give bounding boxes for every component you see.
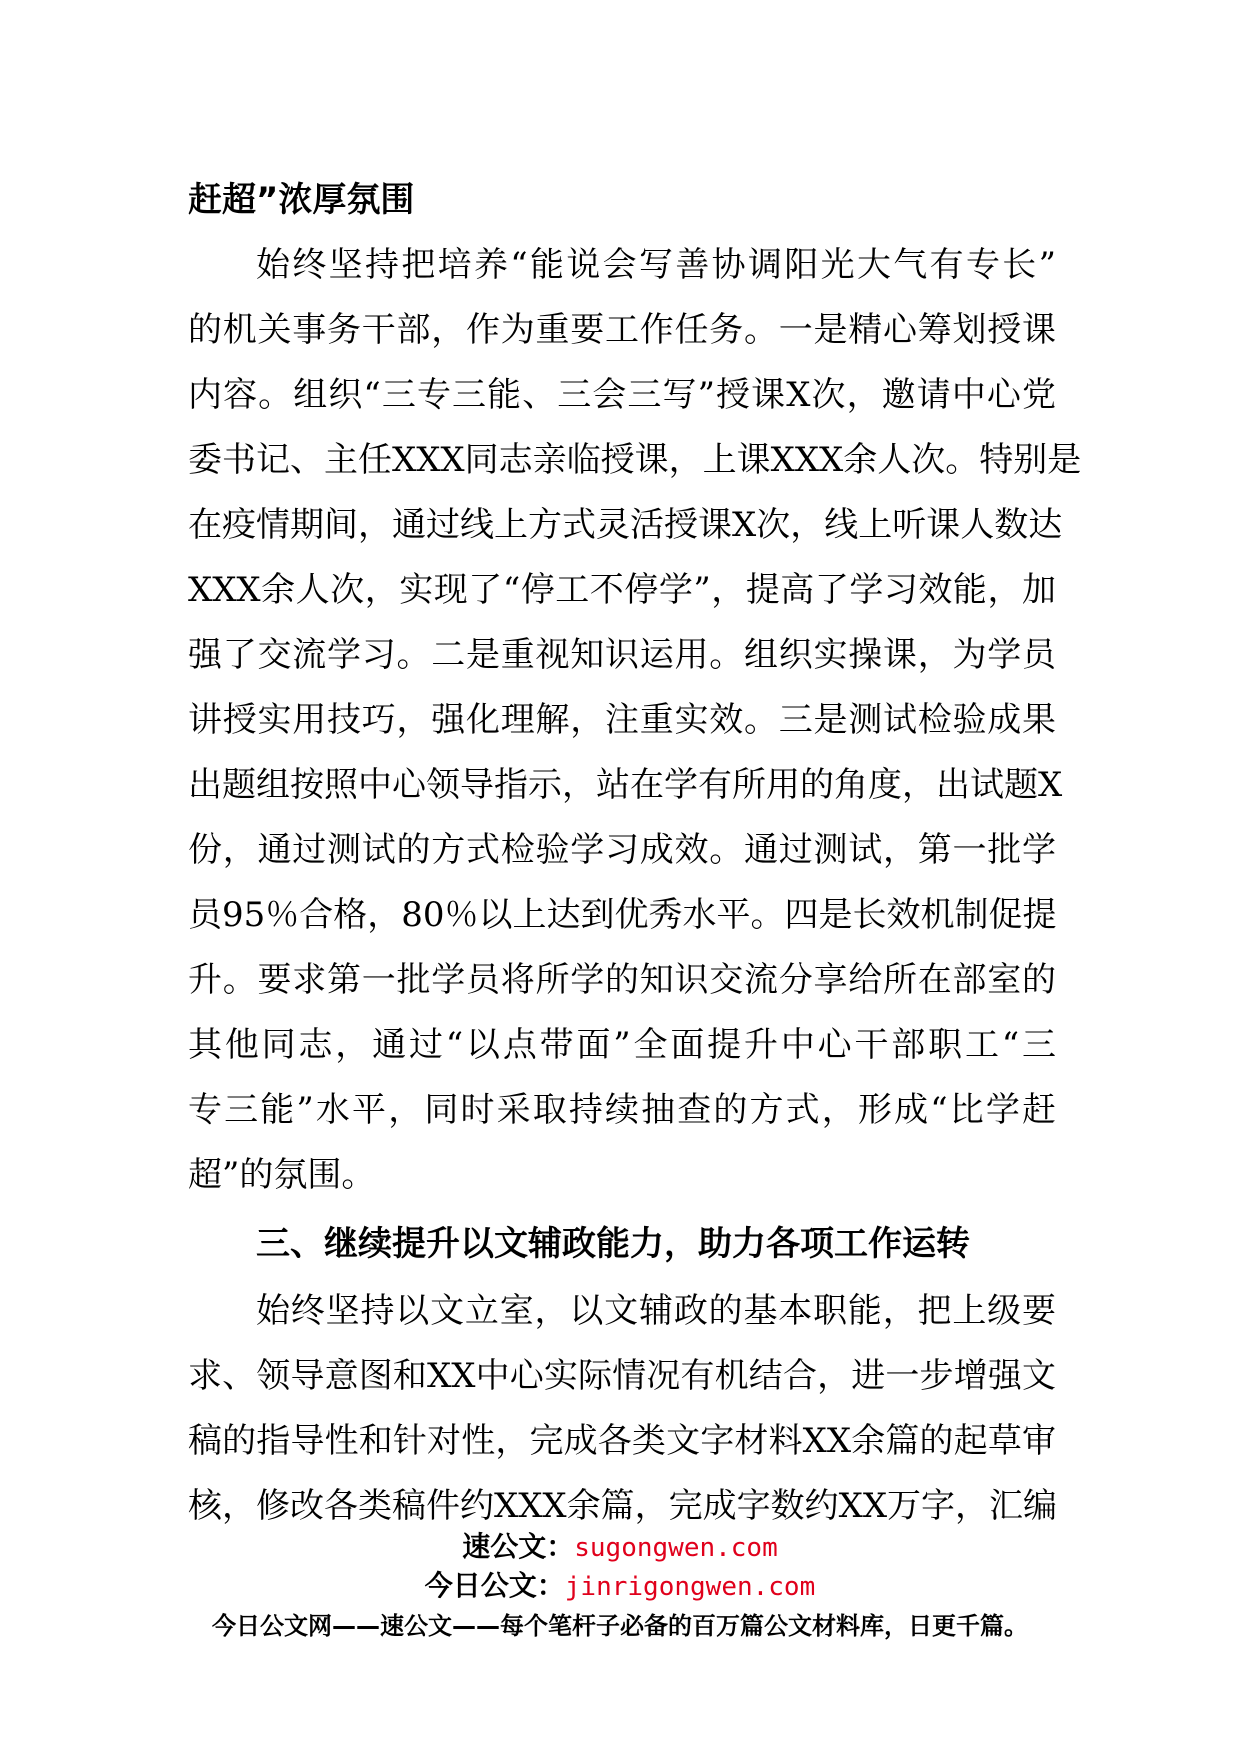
document-body <box>188 168 1082 1539</box>
paragraph-line: 核，修改各类稿件约XXX余篇，完成字数约XX万字，汇编 <box>188 1486 1058 1526</box>
footer-jinrigongwen-label: 今日公文： <box>424 1569 565 1602</box>
footer-jinrigongwen-link[interactable]: jinrigongwen.com <box>564 1572 816 1602</box>
paragraph-line: 的机关事务干部，作为重要工作任务。一是精心筹划授课 <box>188 310 1056 350</box>
footer-jinrigongwen-row <box>0 1567 1240 1606</box>
paragraph-line: 在疫情期间，通过线上方式灵活授课X次，线上听课人数达 <box>188 505 1063 545</box>
paragraph-line: 出题组按照中心领导指示，站在学有所用的角度，出试题X <box>188 765 1063 805</box>
paragraph-line: 始终坚持以文立室，以文辅政的基本职能，把上级要 <box>256 1291 1056 1331</box>
paragraph-line: 委书记、主任XXX同志亲临授课，上课XXX余人次。特别是 <box>188 440 1082 480</box>
footer-slogan: 今日公文网——速公文——每个笔杆子必备的百万篇公文材料库，日更千篇。 <box>212 1612 1028 1640</box>
footer-sugongwen-row <box>0 1528 1240 1567</box>
paragraph-line: 稿的指导性和针对性，完成各类文字材料XX余篇的起草审 <box>188 1421 1056 1461</box>
continued-heading-line: 赶超”浓厚氛围 <box>188 180 415 220</box>
footer-sugongwen-label: 速公文： <box>462 1530 575 1563</box>
paragraph-line: 求、领导意图和XX中心实际情况有机结合，进一步增强文 <box>188 1356 1056 1396</box>
paragraph-line: XXX余人次，实现了“停工不停学”，提高了学习效能，加 <box>188 570 1056 610</box>
paragraph-line: 员95％合格，80％以上达到优秀水平。四是长效机制促提 <box>188 895 1057 935</box>
paragraph-line: 份，通过测试的方式检验学习成效。通过测试，第一批学 <box>188 830 1056 870</box>
paragraph-line: 强了交流学习。二是重视知识运用。组织实操课，为学员 <box>188 635 1056 675</box>
watermark-footer <box>0 1528 1240 1644</box>
paragraph-line: 升。要求第一批学员将所学的知识交流分享给所在部室的 <box>188 960 1056 1000</box>
paragraph-line: 其他同志，通过“以点带面”全面提升中心干部职工“三 <box>188 1025 1056 1065</box>
paragraph-line: 始终坚持把培养“能说会写善协调阳光大气有专长” <box>256 245 1056 285</box>
paragraph-line: 内容。组织“三专三能、三会三写”授课X次，邀请中心党 <box>188 375 1056 415</box>
paragraph-line: 专三能”水平，同时采取持续抽查的方式，形成“比学赶 <box>188 1090 1056 1130</box>
footer-sugongwen-link[interactable]: sugongwen.com <box>574 1533 778 1563</box>
paragraph-line: 超”的氛围。 <box>188 1155 376 1195</box>
paragraph-line: 讲授实用技巧，强化理解，注重实效。三是测试检验成果 <box>188 700 1056 740</box>
section-heading: 三、继续提升以文辅政能力，助力各项工作运转 <box>256 1224 970 1264</box>
